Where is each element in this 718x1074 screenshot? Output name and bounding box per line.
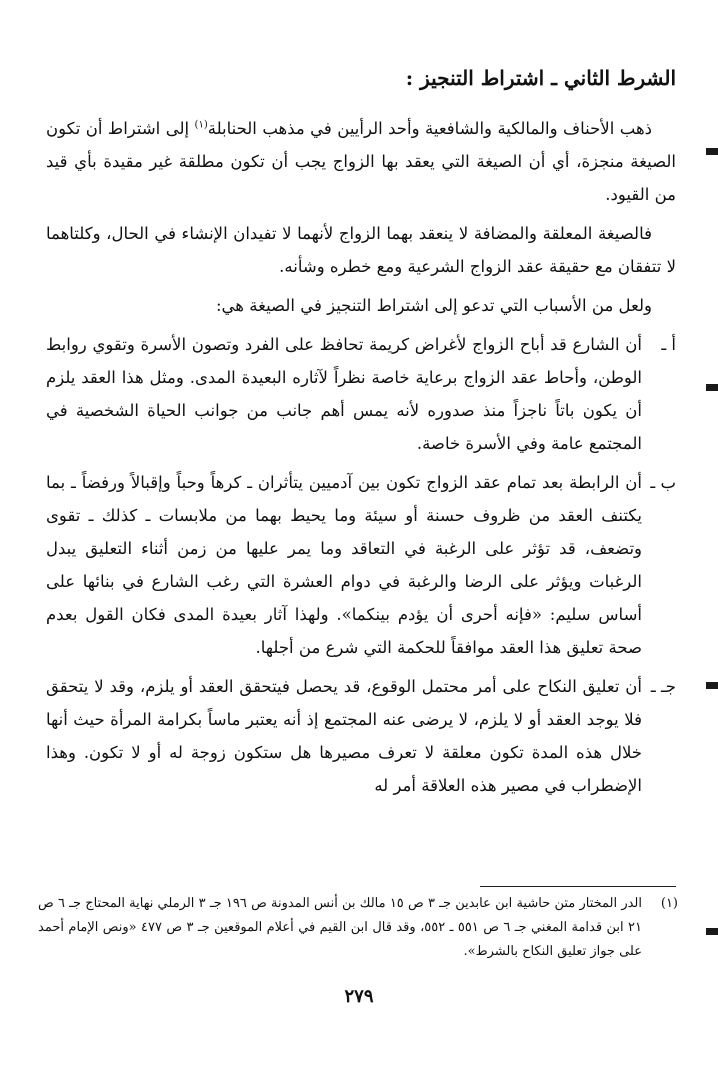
list-item-text: أن الشارع قد أباح الزواج لأغراض كريمة تحافظ على الفرد وتصون الأسرة وتقوي روابط الوطن، وأحاط عقد الزواج برعاية خاصة نظراً لآثاره البعيدة المدى. ومثل هذا العقد يلزم أن يكون باتاً ناجزاً منذ صدوره لأنه يمس أهم جانب من جوانب الحياة الشخصية في المجتمع عامة وفي الأسرة خاصة. [46, 335, 642, 453]
list-item-text: أن تعليق النكاح على أمر محتمل الوقوع، قد يحصل فيتحقق العقد أو يلزم، وقد لا يتحقق فلا يوجد العقد أو لا يلزم، لا يرضى عنه المجتمع إذ أنه يعتبر ماساً بكرامة المرأة حيث أنها خلال هذه المدة تكون معلقة لا تعرف مصيرها هل ستكون زوجة له أو لا تكون. وهذا الإضطراب في مصير هذه العلاقة أمر له [46, 677, 642, 795]
paragraph-intro-text-a: ذهب الأحناف والمالكية والشافعية وأحد الرأيين في مذهب الحنابلة [207, 119, 652, 138]
footnote-divider [480, 886, 676, 887]
footnote-text: الدر المختار متن حاشية ابن عابدين جـ ٣ ص ١٥ مالك بن أنس المدونة ص ١٩٦ جـ ٣ الرملي نهاية المحتاج جـ ٦ ص ٢١ ابن قدامة المغني جـ ٦ ص ٥٥١ ـ ٥٥٢، وقد قال ابن القيم في أعلام الموقعين جـ ٣ ص ٤٧٧ «ونص الإمام أحمد على جواز تعليق النكاح بالشرط». [38, 896, 642, 959]
list-item-marker: جـ ـ [650, 677, 676, 696]
footnote-marker: (١) [660, 896, 678, 911]
body-text [46, 112, 676, 808]
list-item-marker: ب ـ [650, 473, 676, 492]
binding-mark [706, 682, 718, 689]
paragraph-intro-text-b: إلى اشتراط أن تكون الصيغة منجزة، أي أن الصيغة التي يعقد بها الزواج يجب أن تكون مطلقة غير مقيدة بأي قيد من القيود. [46, 119, 676, 204]
paragraph-reasons-intro: ولعل من الأسباب التي تدعو إلى اشتراط التنجيز في الصيغة هي: [216, 296, 652, 315]
list-item [46, 466, 676, 664]
binding-mark [706, 384, 718, 391]
list-item [46, 670, 676, 802]
list-item-marker: أ ـ [661, 335, 676, 354]
binding-mark [706, 928, 718, 935]
list-item [46, 328, 676, 460]
paragraph-intro [46, 112, 676, 211]
page-number: ٢٧٩ [344, 986, 374, 1007]
footnote-reference[interactable]: (١) [194, 119, 208, 131]
section-heading: الشرط الثاني ـ اشتراط التنجيز : [405, 66, 676, 90]
binding-mark [706, 148, 718, 155]
paragraph-conditional-form: فالصيغة المعلقة والمضافة لا ينعقد بهما الزواج لأنهما لا تفيدان الإنشاء في الحال، وكلتاهما لا تتفقان مع حقيقة عقد الزواج الشرعية ومع خطره وشأنه. [46, 224, 676, 276]
list-item-text: أن الرابطة بعد تمام عقد الزواج تكون بين آدميين يتأثران ـ كرهاً وحباً وإقبالاً ورفضاً ـ بما يكتنف العقد من ظروف حسنة أو سيئة وما يحيط بهما من ملابسات ـ كذلك ـ تقوى وتضعف، قد تؤثر على الرغبة في التعاقد وما يمر عليها من زمن أثناء التعليق يبدل الرغبات ويؤثر على الرضا والرغبة في دوام العشرة التي رغب الشارع في بنائها على أساس سليم: «فإنه أحرى أن يؤدم بينكما». ولهذا آثار بعيدة المدى فكان القول بعدم صحة تعليق هذا العقد موافقاً للحكمة التي شرع من أجلها. [46, 473, 642, 657]
footnote [38, 892, 678, 964]
